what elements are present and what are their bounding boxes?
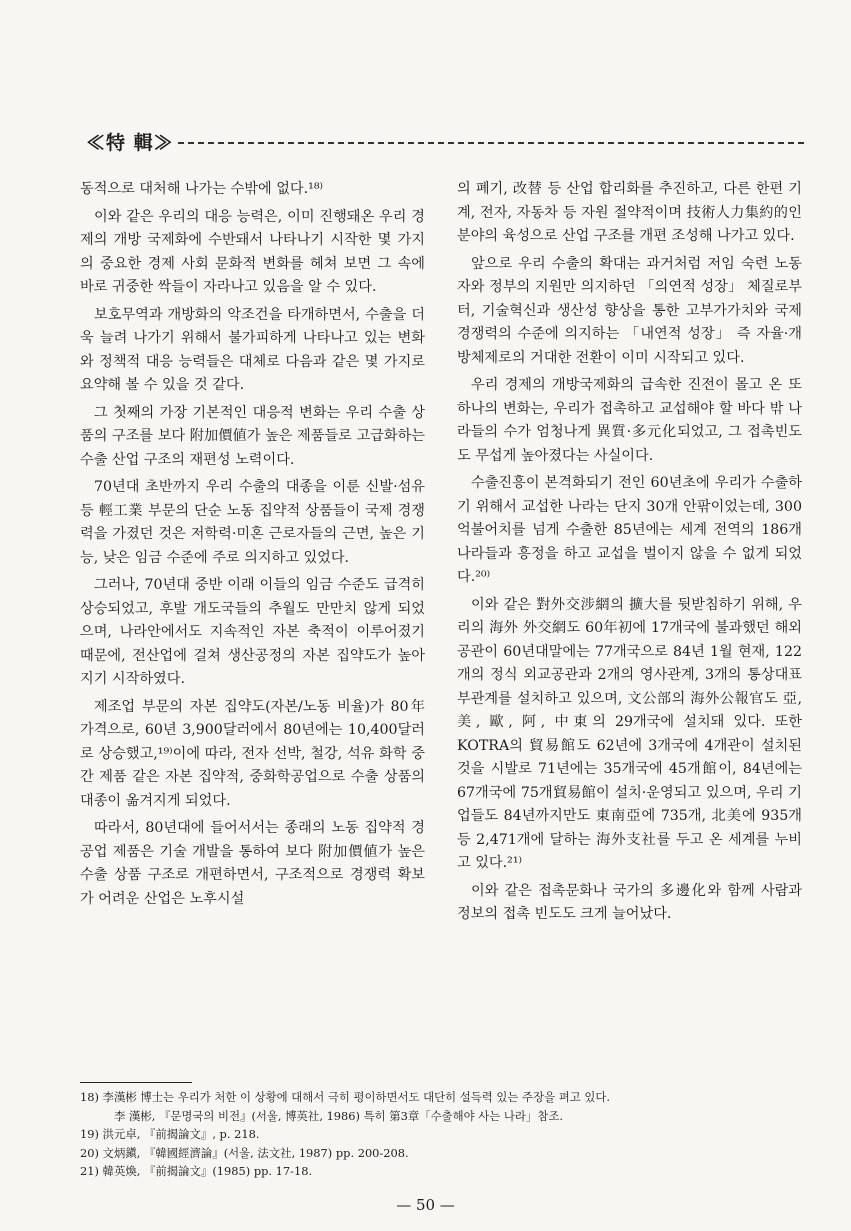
paragraph: 제조업 부문의 자본 집약도(자본/노동 비율)가 80年 가격으로, 60년 3,900달러에서 80년에는 10,400달러로 상승했고,¹⁹⁾이에 따라, 전자 선박, 철강, 석유 화학 중간 제품 같은 자본 집약적, 중화학공업으로 수출 상품의 대종이 옮겨지게 되었다. <box>80 698 425 809</box>
left-column <box>80 178 425 915</box>
paragraph: 그 첫째의 가장 기본적인 대응적 변화는 우리 수출 상품의 구조를 보다 附加價値가 높은 제품들로 고급화하는 수출 산업 구조의 재편성 노력이다. <box>80 404 425 468</box>
section-tag: ≪特 輯≫ <box>86 131 174 154</box>
section-header <box>86 126 804 156</box>
footnote: 18) 李漢彬 博士는 우리가 처한 이 상황에 대해서 극히 평이하면서도 대단히 설득력 있는 주장을 펴고 있다. <box>80 1090 610 1104</box>
dashed-rule <box>178 142 804 144</box>
footnote: 21) 韓英煥, 『前揭論文』(1985) pp. 17-18. <box>80 1164 313 1178</box>
paragraph: 70년대 초반까지 우리 수출의 대종을 이룬 신발·섬유 등 輕工業 부문의 단순 노동 집약적 상품들이 국제 경쟁력을 가졌던 것은 저학력·미혼 근로자들의 근면, 높은 기능, 낮은 임금 수준에 주로 의지하고 있었다. <box>80 479 425 566</box>
paragraph: 앞으로 우리 수출의 확대는 과거처럼 저임 숙련 노동자와 정부의 지원만 의지하던 「의연적 성장」 체질로부터, 기술혁신과 생산성 향상을 통한 고부가가치와 국제 경쟁력의 수준에 의지하는 「내연적 성장」 즉 자율·개방체제로의 거대한 전환이 이미 시작되고 있다. <box>457 255 802 366</box>
paragraph: 우리 경제의 개방국제화의 급속한 진전이 몰고 온 또 하나의 변화는, 우리가 접촉하고 교섭해야 할 바다 밖 나라들의 수가 엄청나게 異質·多元化되었고, 그 접촉빈도도 무섭게 높아졌다는 사실이다. <box>457 377 802 464</box>
footnote-continuation: 李 漢彬, 『문명국의 비전』(서울, 博英社, 1986) 특히 第3章「수출해야 사는 나라」참조. <box>114 1108 563 1123</box>
paragraph: 이와 같은 우리의 대응 능력은, 이미 진행돼온 우리 경제의 개방 국제화에 수반돼서 나타나기 시작한 몇 가지의 중요한 경제 사회 문화적 변화를 헤쳐 보면 그 속에 바로 귀중한 싹들이 자라나고 있음을 알 수 있다. <box>80 208 425 295</box>
paragraph: 의 폐기, 改替 등 산업 합리화를 추진하고, 다른 한편 기계, 전자, 자동차 등 자원 절약적이며 技術人力集約的인 분야의 육성으로 산업 구조를 개편 조성해 나가고 있다. <box>457 181 802 244</box>
page-number: — 50 — <box>396 1196 455 1214</box>
paragraph: 이와 같은 접촉문화나 국가의 多邊化와 함께 사람과 정보의 접촉 빈도도 크게 늘어났다. <box>457 882 802 922</box>
footnote: 19) 洪元卓, 『前揭論文』, p. 218. <box>80 1127 260 1141</box>
paragraph: 따라서, 80년대에 들어서서는 종래의 노동 집약적 경공업 제품은 기술 개발을 통하여 보다 附加價値가 높은 수출 상품 구조로 개편하면서, 구조적으로 경쟁력 확보가 어려운 산업은 노후시설 <box>80 820 425 907</box>
paragraph: 보호무역과 개방화의 악조건을 타개하면서, 수출을 더욱 늘려 나가기 위해서 불가피하게 나타나고 있는 변화와 정책적 대응 능력들은 대체로 다음과 같은 몇 가지로 요약해 볼 수 있을 것 같다. <box>80 306 425 393</box>
right-column <box>457 178 802 931</box>
paragraph: 수출진흥이 본격화되기 전인 60년초에 우리가 수출하기 위해서 교섭한 나라는 단지 30개 안팎이었는데, 300억불어치를 넘게 수출한 85년에는 세계 전역의 186개 나라들과 흥정을 하고 교섭을 벌이지 않을 수 없게 되었다.²⁰⁾ <box>457 475 802 585</box>
footnotes <box>80 1088 804 1181</box>
paragraph: 그러나, 70년대 중반 이래 이들의 임금 수준도 급격히 상승되었고, 후발 개도국들의 추월도 만만치 않게 되었으며, 나라안에서도 지속적인 자본 축적이 이루어졌기 때문에, 전산업에 걸쳐 생산공정의 자본 집약도가 높아지기 시작하였다. <box>80 577 425 687</box>
paragraph: 이와 같은 對外交涉網의 擴大를 뒷받침하기 위해, 우리의 海外 外交網도 60年初에 17개국에 불과했던 해외공관이 60년대말에는 77개국으로 84년 1월 현재, 122개의 정식 외교공관과 2개의 영사관계, 3개의 통상대표부관계를 설치하고 있으며, 文公部의 海外公報官도 亞, 美, 歐, 阿, 中東의 29개국에 설치돼 있다. 또한 KOTRA의 貿易館도 62년에 3개국에 4개관이 설치된 것을 시발로 71년에는 35개국에 45개館이, 84년에는 67개국에 75개貿易館이 설치·운영되고 있으며, 우리 기업들도 84년까지만도 東南亞에 735개, 北美에 935개 등 2,471개에 달하는 海外支社를 두고 온 세계를 누비고 있다.²¹⁾ <box>457 596 802 871</box>
paragraph: 동적으로 대처해 나가는 수밖에 없다.¹⁸⁾ <box>80 181 323 197</box>
footnote: 20) 文炳鎭, 『韓國經濟論』(서울, 法文社, 1987) pp. 200-208. <box>80 1145 409 1160</box>
footnote-divider <box>80 1082 192 1083</box>
